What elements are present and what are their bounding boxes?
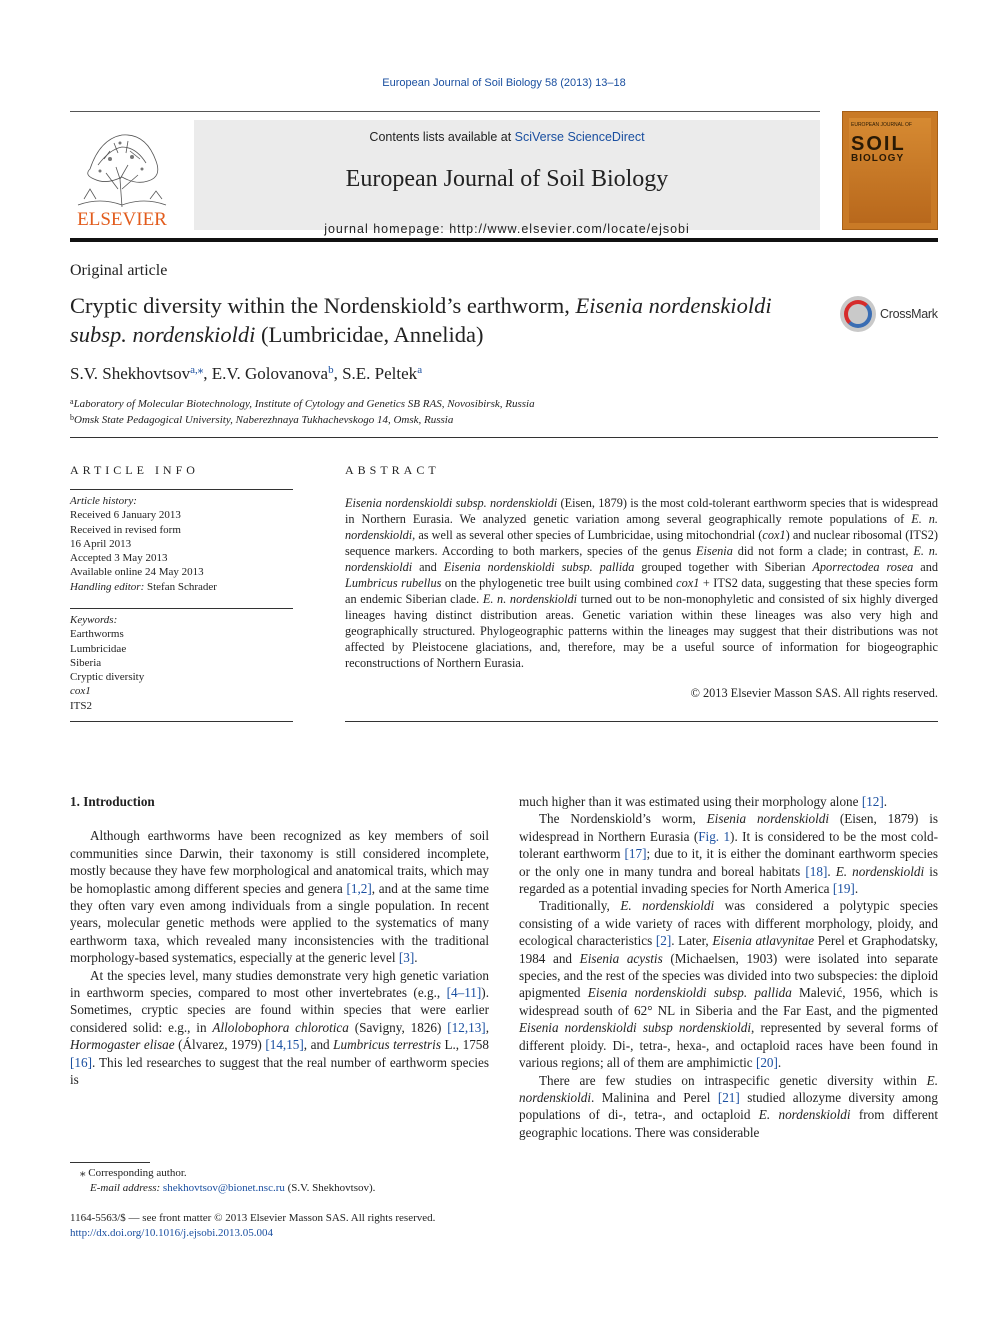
title-species: Eisenia nordenskioldi subsp. nordenskioldi (70, 293, 772, 347)
crossmark-icon (840, 296, 876, 332)
history-item: 16 April 2013 (70, 537, 132, 550)
section-spacer (70, 810, 489, 827)
author-name[interactable]: S.E. Peltek (342, 364, 418, 383)
citation-link[interactable]: [16] (70, 1054, 92, 1070)
journal-name: European Journal of Soil Biology (345, 166, 669, 192)
keyword-item: Lumbricidae (70, 642, 127, 655)
body-paragraph: The Nordenskiold’s worm, Eisenia nordenskioldi (Eisen, 1879) is widespread in Northern Eurasia (Fig. 1). It is considered to be the most cold-tolerant earthworm [17]; due to it, it is either the dominant earthworm species or the only one in many tundra and boreal habitats [18]. E. nordenskioldi is regarded as a potential invading species for North America [19]. (519, 811, 939, 897)
affiliation-item (70, 395, 535, 411)
affiliation-mark: a (70, 397, 74, 406)
affiliation-text: Laboratory of Molecular Biotechnology, Institute of Cytology and Genetics SB RAS, Novosibirsk, Russia (73, 398, 535, 410)
title-part2: (Lumbricidae, Annelida) (255, 322, 484, 347)
abstract-heading: ABSTRACT (345, 463, 440, 477)
abstract-spacer (345, 489, 938, 490)
author-separator: , (203, 364, 212, 383)
affiliation-item (70, 411, 535, 427)
author-name[interactable]: E.V. Golovanova (211, 364, 329, 383)
citation-link[interactable]: [21] (717, 1089, 740, 1105)
email-label: E-mail address: (90, 1182, 163, 1194)
history-item: Received in revised form (70, 523, 181, 536)
journal-citation[interactable]: European Journal of Soil Biology 58 (2013) 13–18 (382, 77, 626, 89)
section-title: 1. Introduction (70, 794, 155, 809)
keyword-item: Cryptic diversity (70, 671, 145, 684)
cover-title (851, 134, 906, 164)
citation-link[interactable]: [12] (861, 794, 884, 809)
affiliation-text: Omsk State Pedagogical University, Naberezhnaya Tukhachevskogo 14, Omsk, Russia (74, 414, 454, 426)
figure-link[interactable]: Fig. 1 (698, 828, 731, 844)
author-name[interactable]: S.V. Shekhovtsov (70, 364, 191, 383)
header-divider (70, 437, 938, 438)
keywords-label: Keywords: (70, 614, 118, 626)
article-title (70, 291, 790, 349)
abstract-copyright: © 2013 Elsevier Masson SAS. All rights reserved. (690, 686, 938, 700)
citation-link[interactable]: [4–11] (446, 985, 482, 1001)
crossmark-label: CrossMark (880, 307, 938, 321)
citation-link[interactable]: [14,15] (265, 1037, 304, 1053)
author-affiliation-mark[interactable]: b (328, 364, 334, 376)
citation-link[interactable]: [1,2] (346, 880, 372, 896)
citation-link[interactable]: [3] (398, 950, 415, 966)
sciencedirect-link[interactable]: SciVerse ScienceDirect (514, 130, 645, 144)
body-paragraph: much higher than it was estimated using their morphology alone [12]. (519, 794, 888, 809)
email-line (70, 1181, 490, 1196)
cover-title-line1: SOIL (851, 133, 906, 155)
article-info-heading: ARTICLE INFO (70, 463, 199, 477)
history-item: Available online 24 May 2013 (70, 566, 204, 579)
citation-link[interactable]: [2] (655, 933, 672, 949)
masthead-top-rule (70, 111, 820, 112)
body-paragraph: Although earthworms have been recognized as key members of soil communities since Darwin, their taxonomy is still considered incomplete, mostly because they have few morphological and anatomical traits, which may be homoplastic among different species and genera [1,2], and at the same time they often vary even among individuals from a single population. In recent years, molecular genetic methods were applied to the systematics of many earthworm taxa, which revealed many inconsistencies with the traditional morphology-based systematics, especially at the generic level [3]. (70, 828, 489, 966)
citation-link[interactable]: [18] (805, 863, 828, 879)
abstract-text: Eisenia nordenskioldi subsp. nordenskioldi (Eisen, 1879) is the most cold-tolerant earthworm species that is widespread in Northern Eurasia. We analyzed genetic variation among several geographically remote populations of E. n. nordenskioldi, as well as several other species of Lumbricidae, using mitochondrial (cox1) and nuclear ribosomal (ITS2) sequence markers. According to both markers, species of the genus Eisenia did not form a clade; in contrast, E. n. nordenskioldi and Eisenia nordenskioldi subsp. pallida grouped together with Siberian Aporrectodea rosea and Lumbricus rubellus on the phylogenetic tree built using combined cox1 + ITS2 data, suggesting that these species form an endemic Siberian clade. E. n. nordenskioldi turned out to be non-monophyletic and consisted of six highly diverged lineages having distinct distribution areas. Genetic variation within these lineages was also very high and geographically structured. Phylogeographic patterns within the lineages may suggest that their distributions was not affected by Pleistocene glaciations, and, therefore, may be a useful source of information for biogeographic reconstructions of Northern Eurasia. (345, 496, 939, 670)
keyword-item: Siberia (70, 656, 102, 669)
journal-banner (194, 120, 820, 236)
journal-homepage[interactable]: journal homepage: http://www.elsevier.com/locate/ejsobi (324, 222, 690, 236)
issn-line: 1164-5563/$ — see front matter © 2013 Elsevier Masson SAS. All rights reserved. (70, 1212, 436, 1224)
keywords-block (70, 613, 293, 713)
body-column-left (70, 793, 489, 1089)
masthead-bottom-rule (70, 238, 938, 242)
journal-masthead (70, 111, 938, 241)
author-affiliation-mark[interactable]: a,⁎ (190, 364, 204, 376)
keyword-item: Earthworms (70, 628, 124, 641)
author-separator: , (333, 364, 343, 383)
history-label: Article history: (70, 495, 137, 507)
corresponding-author-footnote (70, 1166, 490, 1196)
affiliations (70, 395, 535, 427)
crossmark-ring (844, 300, 872, 328)
affiliation-mark: b (70, 413, 74, 422)
editor-label: Handling editor: (70, 580, 145, 593)
history-item: Accepted 3 May 2013 (70, 552, 168, 565)
elsevier-tree-icon (70, 119, 174, 209)
author-affiliation-mark[interactable]: a (417, 364, 423, 376)
citation-link[interactable]: [12,13] (447, 1019, 486, 1035)
keyword-item: ITS2 (70, 699, 92, 712)
citation-link[interactable]: [19] (832, 881, 855, 897)
corresponding-label: Corresponding author. (88, 1167, 187, 1179)
body-paragraph: There are few studies on intraspecific genetic diversity within E. nordenskioldi. Malinina and Perel [21] studied allozyme diversity among populations of di-, tetra-, and octaploid E. nordenskioldi from different geographic locations. There was considerable (519, 1072, 938, 1140)
title-part1: Cryptic diversity within the Nordenskiold’s earthworm, (70, 293, 576, 318)
citation-link[interactable]: [17] (624, 846, 647, 862)
contents-prefix: Contents lists available at (369, 130, 515, 144)
corresponding-line (70, 1166, 490, 1181)
cover-title-line2: BIOLOGY (851, 153, 905, 164)
editor-name: Stefan Schrader (144, 580, 217, 593)
body-paragraph: Traditionally, E. nordenskioldi was considered a polytypic species consisting of a wide variety of races with different morphology, ploidy, and ecological characteristics [2]. Later, Eisenia atlavynitae Perel et Graphodatsky, 1984 and Eisenia acystis (Michaelsen, 1903) were isolated into separate species, and the rest of the species was divided into two subspecies: the diploid apigmented Eisenia nordenskioldi subsp. pallida Malević, 1956, which is widespread south of 62° NL in Siberia and the Far East, and the pigmented Eisenia nordenskioldi subsp nordenskioldi, represented by several forms of different ploidy. Di-, tetra-, hexa-, and octaploid races have been found in various regions; all of them are amphimictic [20]. (519, 898, 939, 1071)
body-paragraph: At the species level, many studies demonstrate very high genetic variation in earthworm species, compared to most other invertebrates (e.g., [4–11]). Sometimes, cryptic species are found within species that were earlier considered solid: e.g., in Allolobophora chlorotica (Savigny, 1826) [12,13], Hormogaster elisae (Álvarez, 1979) [14,15], and Lumbricus terrestris L., 1758 [16]. This led researches to suggest that the real number of earthworm species is (70, 967, 489, 1088)
citation-link[interactable]: [20] (755, 1055, 778, 1071)
doi-link[interactable]: http://dx.doi.org/10.1016/j.ejsobi.2013.05.004 (70, 1227, 273, 1239)
elsevier-wordmark: ELSEVIER (77, 209, 167, 230)
email-link[interactable]: shekhovtsov@bionet.nsc.ru (162, 1182, 285, 1194)
crossmark-badge[interactable] (840, 296, 940, 334)
keywords-rule (70, 608, 293, 609)
author-list (70, 363, 422, 384)
asterisk-mark: ⁎ (80, 1167, 89, 1179)
contents-line (194, 130, 820, 144)
handling-editor (70, 580, 293, 594)
article-info-rule (70, 489, 293, 490)
history-item: Received 6 January 2013 (70, 509, 181, 522)
abstract-bottom-rule (345, 721, 938, 722)
front-matter-notes (70, 1211, 550, 1241)
article-history (70, 494, 293, 594)
cover-small-text: EUROPEAN JOURNAL OF (851, 122, 912, 128)
article-info-bottom-rule (70, 721, 293, 722)
journal-cover-image[interactable] (842, 111, 938, 230)
article-type: Original article (70, 262, 168, 279)
keyword-item: cox1 (70, 685, 91, 698)
body-column-right (519, 793, 938, 1141)
footnote-rule (70, 1162, 150, 1163)
elsevier-logo[interactable] (70, 119, 174, 231)
email-suffix: (S.V. Shekhovtsov). (284, 1182, 376, 1194)
